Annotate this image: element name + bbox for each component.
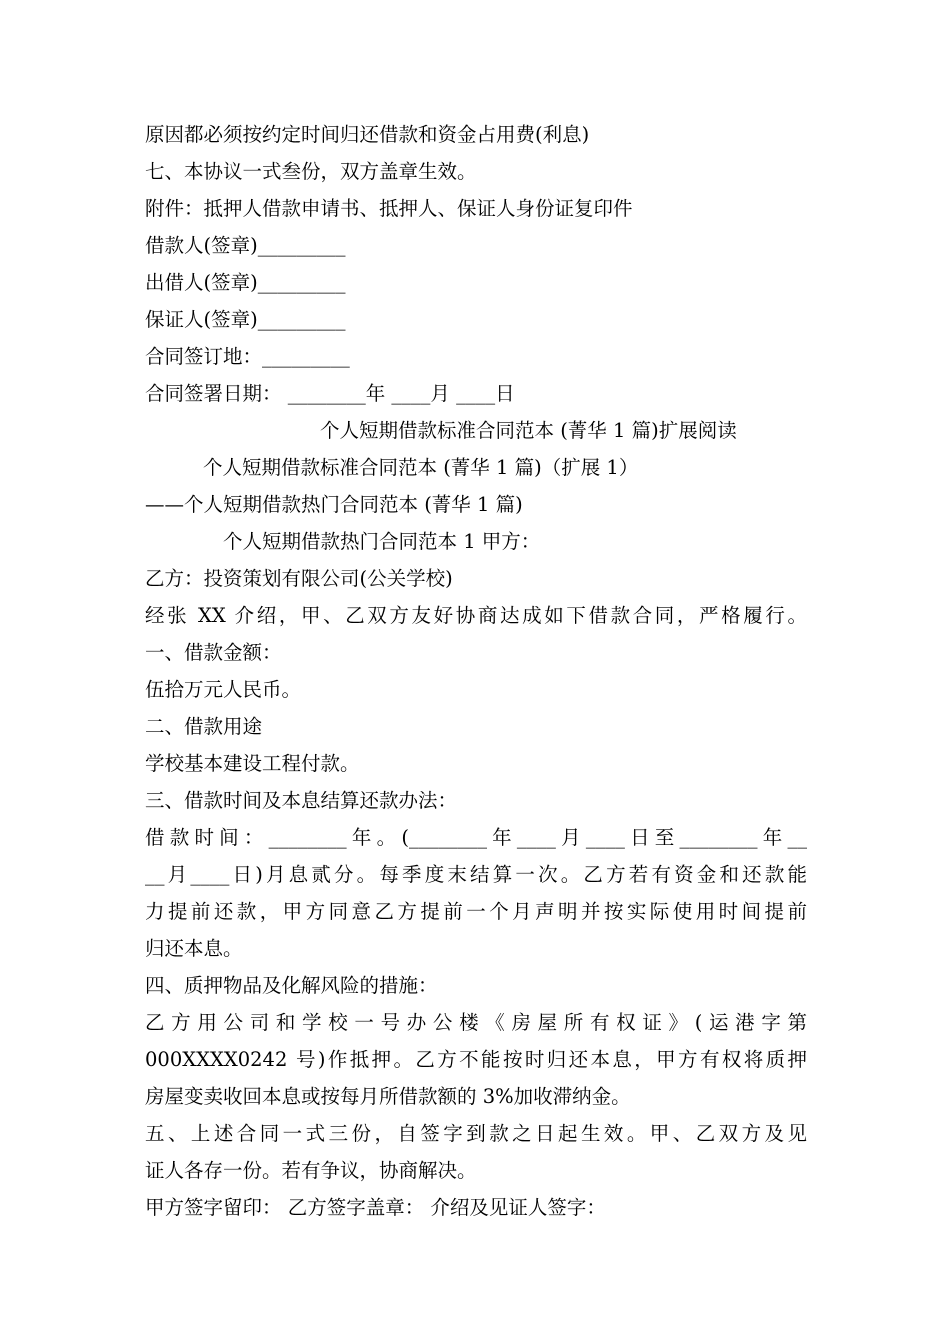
extension-title: 个人短期借款标准合同范本 (菁华 1 篇)（扩展 1） bbox=[203, 456, 639, 479]
collateral-line-2: 000XXXX0242 号)作抵押。乙方不能按时归还本息，甲方有权将质押 bbox=[145, 1048, 807, 1071]
loan-time-line-2: __月____日)月息贰分。每季度末结算一次。乙方若有资金和还款能 bbox=[145, 863, 807, 886]
attachment-line: 附件：抵押人借款申请书、抵押人、保证人身份证复印件 bbox=[145, 197, 633, 220]
guarantor-signature: 保证人(签章)_________ bbox=[145, 308, 346, 331]
section-one-heading: 一、借款金额： bbox=[145, 641, 282, 664]
loan-amount: 伍拾万元人民币。 bbox=[145, 678, 302, 701]
borrower-signature: 借款人(签章)_________ bbox=[145, 234, 346, 257]
document-body bbox=[145, 116, 807, 1226]
collateral-line-3: 房屋变卖收回本息或按每月所借款额的 3%加收滞纳金。 bbox=[145, 1085, 631, 1108]
section-five-line-2: 证人各存一份。若有争议，协商解决。 bbox=[145, 1159, 477, 1182]
text-line: 原因都必须按约定时间归还借款和资金占用费(利息) bbox=[145, 123, 590, 146]
clause-seven: 七、本协议一式叁份，双方盖章生效。 bbox=[145, 160, 477, 183]
loan-purpose: 学校基本建设工程付款。 bbox=[145, 752, 360, 775]
loan-time-line-3: 力提前还款，甲方同意乙方提前一个月声明并按实际使用时间提前 bbox=[145, 900, 807, 923]
section-five-line-1: 五、上述合同一式三份，自签字到款之日起生效。甲、乙双方及见 bbox=[145, 1122, 807, 1145]
loan-time-line-4: 归还本息。 bbox=[145, 937, 243, 960]
section-three-heading: 三、借款时间及本息结算还款办法： bbox=[145, 789, 458, 812]
party-b: 乙方：投资策划有限公司(公关学校) bbox=[145, 567, 453, 590]
section-four-heading: 四、质押物品及化解风险的措施： bbox=[145, 974, 438, 997]
signature-block: 甲方签字留印： 乙方签字盖章： 介绍及见证人签字： bbox=[145, 1196, 606, 1219]
intro-paragraph: 经张 XX 介绍，甲、乙双方友好协商达成如下借款合同，严格履行。 bbox=[145, 604, 807, 627]
loan-time-line-1: 借款时间：________年。(________年____月____日至________年__ bbox=[145, 826, 807, 849]
extended-reading-heading: 个人短期借款标准合同范本 (菁华 1 篇)扩展阅读 bbox=[320, 419, 737, 442]
lender-signature: 出借人(签章)_________ bbox=[145, 271, 346, 294]
collateral-line-1: 乙方用公司和学校一号办公楼《房屋所有权证》(运港字第 bbox=[145, 1011, 807, 1034]
signing-place: 合同签订地：_________ bbox=[145, 345, 350, 368]
contract-title: 个人短期借款热门合同范本 1 甲方： bbox=[223, 530, 541, 553]
section-two-heading: 二、借款用途 bbox=[145, 715, 263, 738]
signing-date: 合同签署日期： ________年 ____月 ____日 bbox=[145, 382, 515, 405]
subtitle-line: ——个人短期借款热门合同范本 (菁华 1 篇) bbox=[145, 493, 523, 516]
